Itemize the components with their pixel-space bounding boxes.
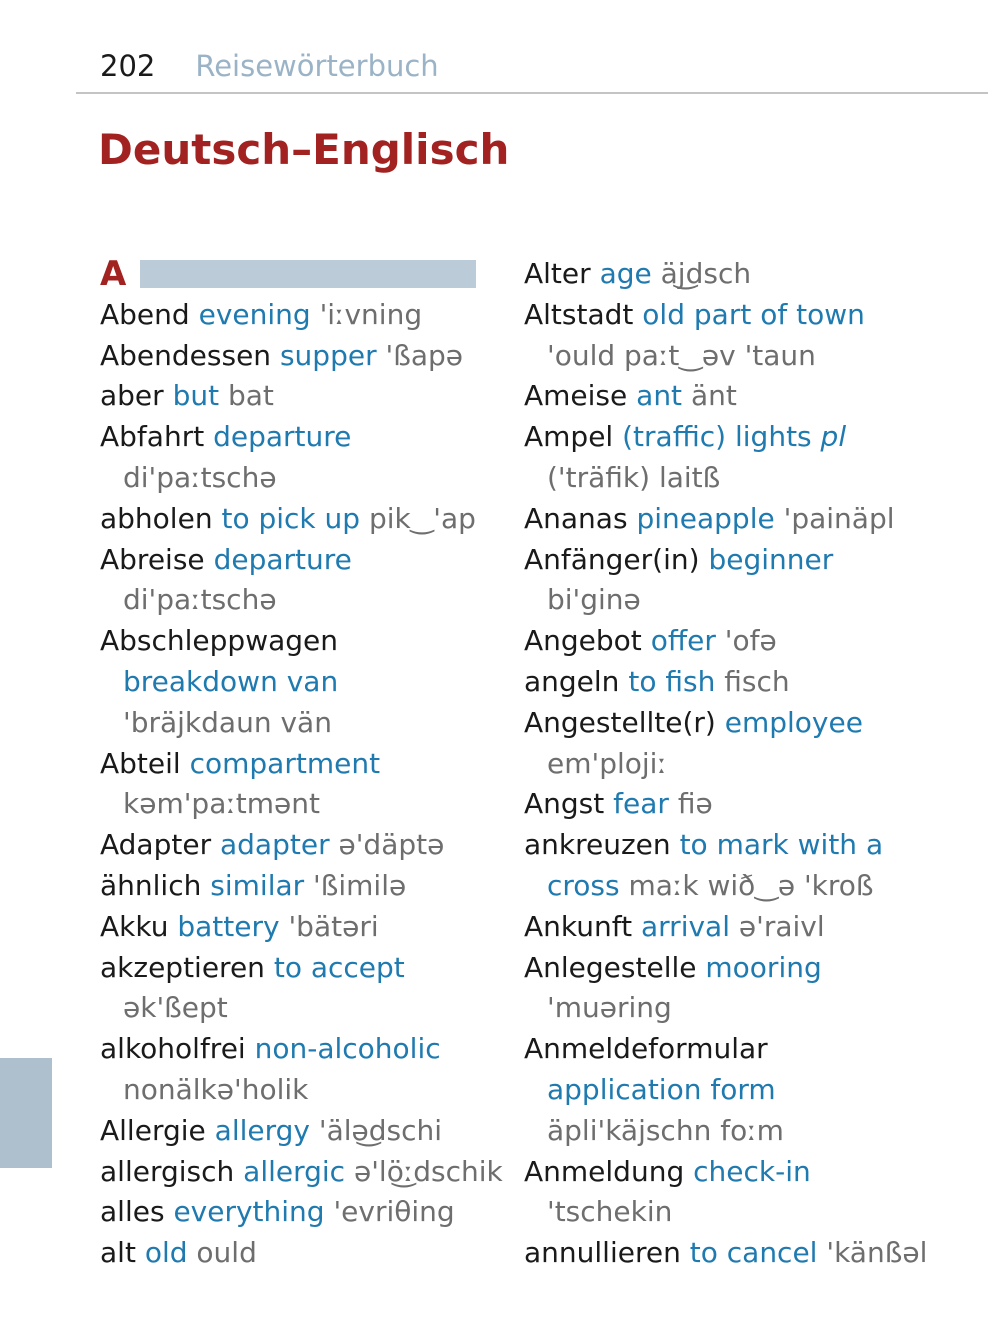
pronunciation: 'bräjkdaun vän: [123, 705, 332, 739]
dictionary-entry: [100, 948, 503, 989]
pronunciation: äpli'käjschn foːm: [547, 1113, 784, 1147]
translation: cross: [547, 868, 620, 902]
translation: but: [172, 379, 220, 413]
pronunciation: ə'däptə: [338, 828, 445, 862]
dictionary-entry: [524, 1152, 927, 1193]
letter-heading: [100, 254, 503, 295]
headword: Angst: [524, 787, 605, 821]
dictionary-entry: [100, 1111, 503, 1152]
headword: alt: [100, 1236, 136, 1270]
headword: aber: [100, 379, 164, 413]
translation: similar: [210, 868, 305, 902]
running-header: [100, 46, 439, 86]
headword: Adapter: [100, 828, 212, 862]
pronunciation: ək'ßept: [123, 991, 228, 1025]
pronunciation: fiə: [677, 787, 713, 821]
page-number: 202: [100, 49, 156, 83]
headword: Ankunft: [524, 909, 633, 943]
header-rule: [76, 92, 988, 94]
pronunciation: ə'lö͜ːdschik: [353, 1154, 503, 1188]
translation: (traffic) lights: [622, 420, 812, 454]
headword: ähnlich: [100, 868, 202, 902]
pronunciation: 'ßapə: [385, 338, 463, 372]
translation: to accept: [273, 950, 405, 984]
translation: departure: [213, 542, 352, 576]
dictionary-entry: [100, 1192, 503, 1233]
pronunciation: fisch: [724, 664, 790, 698]
headword: Altstadt: [524, 297, 634, 331]
dictionary-entry: [524, 662, 927, 703]
dictionary-entry: [100, 540, 503, 581]
left-column: [100, 254, 503, 1274]
headword: Anfänger(in): [524, 542, 700, 576]
pronunciation: nonälkə'holik: [123, 1072, 309, 1106]
dictionary-entry: [524, 1029, 927, 1070]
entry-continuation: [100, 1070, 503, 1111]
translation: old part of town: [642, 297, 865, 331]
pronunciation: bi'ginə: [547, 583, 641, 617]
dictionary-entry: [524, 417, 927, 458]
entry-continuation: [100, 988, 503, 1029]
translation: non-alcoholic: [254, 1032, 441, 1066]
entry-continuation: [100, 580, 503, 621]
entry-continuation: [524, 458, 927, 499]
translation: fear: [613, 787, 669, 821]
translation: check-in: [693, 1154, 811, 1188]
headword: Abschleppwagen: [100, 624, 339, 658]
pronunciation: 'tschekin: [547, 1195, 673, 1229]
headword: Anmeldeformular: [524, 1032, 768, 1066]
dictionary-entry: [524, 784, 927, 825]
dictionary-entry: [524, 621, 927, 662]
translation: to pick up: [221, 501, 361, 535]
translation: breakdown van: [123, 664, 339, 698]
dictionary-entry: [524, 376, 927, 417]
translation: beginner: [708, 542, 834, 576]
pronunciation: 'iːvning: [319, 297, 423, 331]
dictionary-entry: [100, 1233, 503, 1274]
pronunciation: ə'raivl: [738, 909, 825, 943]
headword: Anmeldung: [524, 1154, 685, 1188]
dictionary-entry: [524, 703, 927, 744]
headword: Ananas: [524, 501, 628, 535]
dictionary-entry: [100, 907, 503, 948]
pronunciation: 'muəring: [547, 991, 672, 1025]
headword: Ameise: [524, 379, 628, 413]
translation: compartment: [189, 746, 381, 780]
headword: abholen: [100, 501, 213, 535]
pronunciation: 'älə͜dschi: [318, 1113, 443, 1147]
headword: Ampel: [524, 420, 614, 454]
headword: Abfahrt: [100, 420, 205, 454]
translation: to mark with a: [679, 828, 884, 862]
pronunciation: 'painäpl: [783, 501, 895, 535]
book-title: Reisewörterbuch: [195, 49, 439, 83]
translation: everything: [173, 1195, 325, 1229]
headword: akzeptieren: [100, 950, 265, 984]
headword: Allergie: [100, 1113, 206, 1147]
entry-continuation: [524, 336, 927, 377]
right-column: [524, 254, 927, 1274]
pronunciation: ('träfik) laitß: [547, 460, 721, 494]
headword: alles: [100, 1195, 165, 1229]
pronunciation: di'paːtschə: [123, 583, 277, 617]
entry-continuation: [100, 784, 503, 825]
entry-continuation: [100, 458, 503, 499]
headword: angeln: [524, 664, 620, 698]
dictionary-entry: [524, 825, 927, 866]
dictionary-entry: [100, 376, 503, 417]
headword: Angebot: [524, 624, 642, 658]
dictionary-entry: [524, 948, 927, 989]
translation: adapter: [220, 828, 330, 862]
translation: supper: [279, 338, 377, 372]
dictionary-entry: [100, 1029, 503, 1070]
dictionary-entry: [524, 907, 927, 948]
entry-continuation: [524, 580, 927, 621]
translation: pineapple: [636, 501, 775, 535]
pronunciation: 'ould paːt‿əv 'taun: [547, 338, 816, 372]
pronunciation: bat: [227, 379, 274, 413]
letter-bar: [140, 260, 476, 288]
translation: age: [599, 257, 652, 290]
headword: ankreuzen: [524, 828, 671, 862]
pronunciation: äj͜dsch: [660, 257, 752, 290]
dictionary-entry: [100, 866, 503, 907]
entry-continuation: [524, 744, 927, 785]
dictionary-entry: [100, 621, 503, 662]
entry-continuation: [524, 866, 927, 907]
pronunciation: 'ofə: [724, 624, 777, 658]
translation: to cancel: [689, 1236, 818, 1270]
pronunciation: 'bätəri: [288, 909, 379, 943]
dictionary-entry: [524, 1233, 927, 1274]
translation: allergic: [243, 1154, 346, 1188]
translation: evening: [198, 297, 311, 331]
headword: annullieren: [524, 1236, 681, 1270]
dictionary-entry: [100, 1152, 503, 1193]
translation: offer: [650, 624, 716, 658]
translation: allergy: [214, 1113, 310, 1147]
translation: old: [144, 1236, 188, 1270]
headword: alkoholfrei: [100, 1032, 246, 1066]
grammar-label: pl: [820, 420, 847, 454]
thumb-index-tab: [0, 1058, 52, 1168]
translation: departure: [213, 420, 352, 454]
pronunciation: di'paːtschə: [123, 460, 277, 494]
headword: allergisch: [100, 1154, 235, 1188]
translation: employee: [724, 705, 863, 739]
headword: Abend: [100, 297, 190, 331]
pronunciation: 'ßimilə: [313, 868, 407, 902]
entry-continuation: [524, 1192, 927, 1233]
pronunciation: maːk wið‿ə 'kroß: [628, 868, 874, 902]
headword: Akku: [100, 909, 169, 943]
pronunciation: pik‿'ap: [368, 501, 476, 535]
translation: application form: [547, 1072, 776, 1106]
dictionary-entry: [524, 499, 927, 540]
pronunciation: ould: [196, 1236, 257, 1270]
headword: Abendessen: [100, 338, 272, 372]
pronunciation: kəm'paːtmənt: [123, 787, 320, 821]
headword: Abreise: [100, 542, 205, 576]
dictionary-entry: [524, 540, 927, 581]
letter-label: A: [100, 254, 127, 294]
dictionary-entry: [100, 825, 503, 866]
dictionary-entry: [100, 417, 503, 458]
entry-continuation: [524, 988, 927, 1029]
translation: arrival: [641, 909, 730, 943]
entry-continuation: [100, 662, 493, 744]
entry-continuation: [524, 1070, 927, 1111]
pronunciation: änt: [690, 379, 737, 413]
dictionary-entry: [524, 295, 927, 336]
dictionary-entry: [100, 336, 503, 377]
pronunciation: 'evriθing: [333, 1195, 455, 1229]
section-title: Deutsch–Englisch: [98, 125, 510, 174]
translation: to fish: [628, 664, 716, 698]
dictionary-entry: [524, 254, 927, 295]
headword: Abteil: [100, 746, 181, 780]
pronunciation: 'känßəl: [826, 1236, 928, 1270]
translation: mooring: [705, 950, 822, 984]
headword: Alter: [524, 257, 591, 290]
dictionary-entry: [100, 499, 503, 540]
dictionary-entry: [100, 744, 503, 785]
entry-continuation: [524, 1111, 927, 1152]
headword: Angestellte(r): [524, 705, 716, 739]
dictionary-entry: [100, 295, 503, 336]
headword: Anlegestelle: [524, 950, 697, 984]
translation: ant: [636, 379, 683, 413]
translation: battery: [177, 909, 280, 943]
pronunciation: em'plojiː: [547, 746, 667, 780]
